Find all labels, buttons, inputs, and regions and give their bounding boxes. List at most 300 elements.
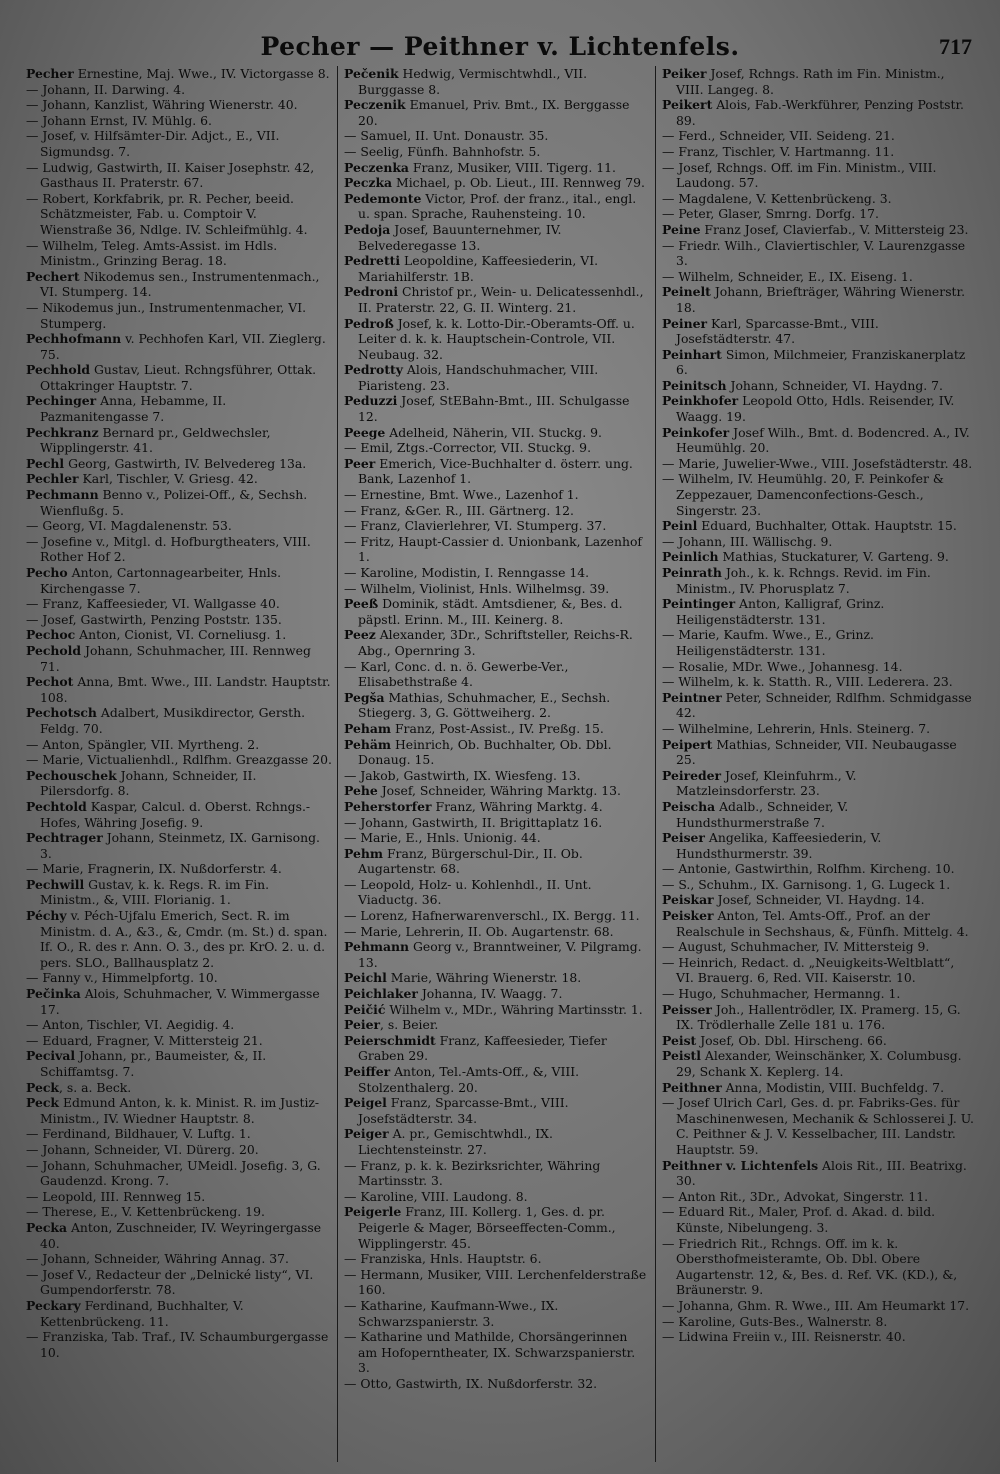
entry-details: — Josef V., Redacteur der „Delnické listy“, VI. Gumpendorferstr. 78. [26, 1266, 314, 1298]
directory-entry [26, 425, 332, 456]
entry-surname: Pehm [344, 845, 383, 861]
directory-entry [26, 269, 332, 300]
entry-surname: Pehe [344, 783, 378, 799]
directory-entry [344, 846, 650, 877]
entry-details: Peter, Schneider, Rdlfhm. Schmidgasse 42. [676, 689, 972, 721]
directory-entry [662, 861, 976, 877]
entry-details: Johann, pr., Baumeister, &, II. Schiffamtsg. 7. [40, 1048, 267, 1079]
directory-entry [26, 1142, 332, 1158]
column-1 [26, 66, 332, 1462]
column-3 [662, 66, 976, 1462]
entry-surname: Peintinger [662, 596, 736, 612]
entry-surname: Peisker [662, 908, 714, 924]
directory-entry [662, 1329, 976, 1345]
directory-entry [344, 503, 650, 519]
directory-entry [662, 393, 976, 424]
entry-details: — Franz, &Ger. R., III. Gärtnerg. 12. [344, 502, 574, 518]
directory-entry [344, 362, 650, 393]
entry-surname: Pedemonte [344, 190, 422, 206]
entry-surname: Peez [344, 627, 376, 643]
entry-details: Franz, Musiker, VIII. Tigerg. 11. [408, 159, 616, 175]
directory-entry [26, 300, 332, 331]
entry-details: Anton, Tel.-Amts-Off., &, VIII. Stolzenthalerg. 20. [358, 1064, 580, 1095]
entry-details: — August, Schuhmacher, IV. Mittersteig 9. [662, 939, 930, 955]
directory-entry [344, 924, 650, 940]
directory-entry [26, 238, 332, 269]
entry-details: Dominik, städt. Amtsdiener, &, Bes. d. päpstl. Erinn. M., III. Keinerg. 8. [358, 596, 623, 627]
entry-details: — Jakob, Gastwirth, IX. Wiesfeng. 13. [344, 767, 581, 783]
entry-surname: Peinkofer [662, 424, 730, 440]
directory-entry [662, 1033, 976, 1049]
entry-details: — Josef, Gastwirth, Penzing Poststr. 135. [26, 611, 282, 627]
entry-details: Emerich, Vice-Buchhalter d. österr. ung. Bank, Lazenhof 1. [358, 455, 633, 487]
entry-surname: Pegša [344, 689, 385, 705]
entry-surname: Pechmann [26, 487, 99, 503]
directory-entry [662, 690, 976, 721]
directory-entry [344, 1033, 650, 1064]
entry-details: — Johann, III. Wällischg. 9. [662, 533, 833, 549]
entry-details: — Therese, E., V. Kettenbrückeng. 19. [26, 1204, 265, 1220]
entry-surname: Peinelt [662, 284, 711, 300]
entry-details: Adalbert, Musikdirector, Gersth. Feldg. 70. [40, 705, 306, 736]
entry-details: — S., Schuhm., IX. Garnisong. 1, G. Lugeck 1. [662, 876, 951, 892]
entry-surname: Pechotsch [26, 705, 97, 721]
entry-surname: Pecival [26, 1048, 76, 1064]
entry-details: — Wilhelmine, Lehrerin, Hnls. Steinerg. 7. [662, 720, 931, 736]
entry-details: — Heinrich, Redact. d. „Neuigkeits-Weltblatt“, VI. Brauerg. 6, Red. VII. Kaiserstr. 10. [662, 954, 955, 986]
directory-entry [26, 1033, 332, 1049]
column-2 [344, 66, 650, 1462]
directory-entry [344, 1095, 650, 1126]
directory-entry [662, 877, 976, 893]
entry-details: — Karoline, Guts-Bes., Walnerstr. 8. [662, 1313, 888, 1329]
directory-entry [344, 690, 650, 721]
entry-surname: Pechouschek [26, 767, 117, 783]
entry-surname: Peczka [344, 175, 393, 191]
entry-details: Michael, p. Ob. Lieut., III. Rennweg 79. [392, 175, 645, 191]
entry-details: Alois, Schuhmacher, V. Wimmergasse 17. [40, 986, 320, 1017]
directory-entry [662, 128, 976, 144]
entry-details: — Josef Ulrich Carl, Ges. d. pr. Fabriks-Ges. für Maschinenwesen, Mechanik & Schlosserei J. U. C. Peithner & J. V. Kesselbacher, III. Landstr. Hauptstr. 59. [662, 1095, 974, 1157]
directory-entry [344, 97, 650, 128]
directory-entry [662, 191, 976, 207]
entry-details: Christof pr., Wein- u. Delicatessenhdl., II. Praterstr. 22, G. II. Winterg. 21. [358, 284, 644, 315]
directory-entry [662, 565, 976, 596]
directory-entry [344, 175, 650, 191]
entry-details: Anton, Cartonnagearbeiter, Hnls. Kirchengasse 7. [40, 565, 282, 596]
directory-entry [344, 1002, 650, 1018]
entry-surname: Peierschmidt [344, 1032, 436, 1048]
entry-details: Alois, Fab.-Werkführer, Penzing Poststr. 89. [676, 97, 964, 128]
entry-details: Angelika, Kaffeesiederin, V. Hundsthurmerstr. 39. [676, 830, 882, 861]
entry-details: — Fanny v., Himmelpfortg. 10. [26, 970, 218, 986]
entry-details: Josef, StEBahn-Bmt., III. Schulgasse 12. [358, 393, 630, 425]
entry-details: — Otto, Gastwirth, IX. Nußdorferstr. 32. [344, 1375, 598, 1391]
directory-entry [344, 128, 650, 144]
entry-details: Alexander, 3Dr., Schriftsteller, Reichs-R. Abg., Opernring 3. [358, 627, 633, 658]
directory-columns [26, 66, 976, 1462]
entry-details: — Marie, Victualienhdl., Rdlfhm. Greazgasse 20. [26, 752, 332, 768]
entry-surname: Peinrath [662, 565, 722, 580]
directory-entry [344, 534, 650, 565]
entry-details: Johanna, IV. Waagg. 7. [417, 986, 563, 1002]
entry-details: Josef, Rchngs. Rath im Fin. Ministm., VIII. Langeg. 8. [676, 66, 945, 97]
entry-surname: Peherstorfer [344, 798, 432, 814]
directory-entry [662, 1158, 976, 1189]
directory-entry [26, 160, 332, 191]
entry-details: — Josef, Rchngs. Off. im Fin. Ministm., VIII. Laudong. 57. [662, 159, 937, 191]
entry-details: Adalb., Schneider, V. Hundsthurmerstraße 7. [676, 798, 849, 830]
entry-details: Anton, Zuschneider, IV. Weyringergasse 40. [40, 1219, 322, 1251]
directory-entry [662, 534, 976, 550]
entry-details: Josef, Kleinfuhrm., V. Matzleinsdorferstr. 23. [676, 767, 857, 799]
directory-entry [26, 82, 332, 98]
entry-surname: Pecka [26, 1219, 68, 1235]
entry-surname: Pečinka [26, 986, 81, 1002]
directory-entry [26, 674, 332, 705]
entry-details: — Lorenz, Hafnerwarenverschl., IX. Bergg. 11. [344, 908, 640, 924]
directory-entry [662, 97, 976, 128]
directory-entry [662, 1048, 976, 1079]
directory-entry [344, 1267, 650, 1298]
entry-surname: Pehmann [344, 939, 410, 955]
directory-entry [662, 1298, 976, 1314]
entry-surname: Pechler [26, 471, 79, 487]
entry-details: — Franz, p. k. k. Bezirksrichter, Währing Martinsstr. 3. [344, 1157, 601, 1189]
directory-entry [662, 721, 976, 737]
entry-surname: Pečenik [344, 66, 399, 81]
entry-details: — Nikodemus jun., Instrumentenmacher, VI. Stumperg. [26, 299, 307, 331]
directory-entry [344, 565, 650, 581]
entry-details: — Johann, Schneider, Währing Annag. 37. [26, 1251, 289, 1267]
entry-details: — Karoline, Modistin, I. Renngasse 14. [344, 565, 590, 580]
directory-entry [662, 160, 976, 191]
entry-details: A. pr., Gemischtwhdl., IX. Liechtensteinstr. 27. [358, 1126, 553, 1157]
directory-entry [344, 627, 650, 658]
entry-details: Nikodemus sen., Instrumentenmach., VI. Stumperg. 14. [40, 268, 320, 300]
directory-entry [662, 955, 976, 986]
directory-entry [344, 768, 650, 784]
directory-entry [26, 1204, 332, 1220]
directory-entry [344, 191, 650, 222]
entry-details: Ernestine, Maj. Wwe., IV. Victorgasse 8. [73, 66, 330, 81]
directory-entry [662, 1095, 976, 1157]
entry-details: Franz, III. Kollerg. 1, Ges. d. pr. Peigerle & Mager, Börseeffecten-Comm., Wipplingerstr. 45. [358, 1204, 616, 1251]
directory-entry [26, 66, 332, 82]
directory-entry [662, 518, 976, 534]
directory-entry [26, 487, 332, 518]
entry-surname: Pedroni [344, 284, 399, 300]
entry-surname: Pedretti [344, 253, 401, 269]
entry-details: — Johann, II. Darwing. 4. [26, 81, 186, 97]
directory-entry [26, 986, 332, 1017]
entry-surname: Pechwill [26, 876, 85, 892]
running-header-title: Pecher — Peithner v. Lichtenfels. [260, 32, 740, 61]
entry-details: — Robert, Korkfabrik, pr. R. Pecher, beeid. Schätzmeister, Fab. u. Comptoir V. Wienstraße 36, Ndlge. IV. Schleifmühlg. 4. [26, 190, 308, 237]
directory-entry [344, 830, 650, 846]
directory-entry [344, 783, 650, 799]
directory-entry [344, 1298, 650, 1329]
directory-entry [662, 830, 976, 861]
directory-entry [662, 269, 976, 285]
entry-surname: Pehäm [344, 736, 392, 752]
entry-details: — Katharine, Kaufmann-Wwe., IX. Schwarzspanierstr. 3. [344, 1297, 559, 1329]
entry-details: Alois, Handschuhmacher, VIII. Piaristeng. 23. [358, 362, 599, 393]
directory-entry [662, 456, 976, 472]
entry-details: — Hermann, Musiker, VIII. Lerchenfelderstraße 160. [344, 1266, 647, 1298]
directory-entry [662, 347, 976, 378]
directory-entry [662, 1204, 976, 1235]
entry-details: Josef, Bauunternehmer, IV. Belvederegasse 13. [358, 221, 562, 253]
directory-entry [344, 393, 650, 424]
directory-entry [662, 471, 976, 518]
directory-entry [344, 316, 650, 363]
entry-details: — Friedrich Rit., Rchngs. Off. im k. k. Obersthofmeisteramte, Ob. Dbl. Obere Augartenstr. 12, &, Bes. d. Ref. VK. (KD.), &, Bräunerstr. 9. [662, 1235, 958, 1298]
entry-details: — Leopold, Holz- u. Kohlenhdl., II. Unt. Viaductg. 36. [344, 876, 592, 908]
entry-surname: Peikert [662, 97, 713, 113]
entry-surname: Peigerle [344, 1204, 402, 1220]
page-number: 717 [939, 34, 972, 59]
entry-details: Franz, Kaffeesieder, Tiefer Graben 29. [358, 1032, 607, 1064]
directory-entry [662, 627, 976, 658]
entry-details: Franz, Sparcasse-Bmt., VIII. Josefstädterstr. 34. [358, 1095, 569, 1126]
entry-details: Gustav, Lieut. Rchngsführer, Ottak. Ottakringer Hauptstr. 7. [40, 362, 317, 393]
entry-surname: Peichl [344, 970, 387, 986]
directory-entry [344, 144, 650, 160]
entry-surname: Peiker [662, 66, 707, 81]
directory-entry [662, 206, 976, 222]
directory-entry [26, 518, 332, 534]
column-divider [655, 66, 656, 1462]
entry-surname: Pechkranz [26, 424, 99, 440]
entry-details: Marie, Währing Wienerstr. 18. [386, 970, 582, 986]
entry-details: — Hugo, Schuhmacher, Hermanng. 1. [662, 986, 901, 1002]
entry-details: Wilhelm v., MDr., Währing Martinsstr. 1. [385, 1001, 643, 1017]
entry-details: Leopold Otto, Hdls. Reisender, IV. Waagg. 19. [676, 393, 955, 425]
entry-details: — Karoline, VIII. Laudong. 8. [344, 1188, 528, 1204]
directory-entry [344, 737, 650, 768]
directory-entry [662, 66, 976, 97]
entry-details: — Seelig, Fünfh. Bahnhofstr. 5. [344, 143, 541, 159]
directory-entry [26, 970, 332, 986]
entry-surname: Pechl [26, 455, 65, 471]
directory-entry [344, 1189, 650, 1205]
directory-entry [344, 222, 650, 253]
entry-details: — Marie, Kaufm. Wwe., E., Grinz. Heiligenstädterstr. 131. [662, 627, 874, 658]
entry-details: — Georg, VI. Magdalenenstr. 53. [26, 518, 232, 534]
directory-entry [662, 986, 976, 1002]
entry-surname: Peist [662, 1032, 697, 1048]
directory-entry [26, 331, 332, 362]
directory-entry [662, 316, 976, 347]
entry-details: Anna, Hebamme, II. Pazmanitengasse 7. [40, 393, 227, 425]
entry-details: Johann, Schneider, II. Pilersdorfg. 8. [40, 767, 257, 799]
entry-details: Johann, Schuhmacher, III. Rennweg 71. [40, 642, 311, 674]
entry-details: — Franz, Clavierlehrer, VI. Stumperg. 37. [344, 518, 607, 534]
entry-details: Franz Josef, Clavierfab., V. Mittersteig 23. [700, 221, 969, 237]
page-header [0, 26, 1000, 66]
entry-details: — Wilhelm, Violinist, Hnls. Wilhelmsg. 39. [344, 580, 610, 596]
entry-surname: Peier [344, 1017, 380, 1033]
directory-entry [26, 113, 332, 129]
directory-entry [344, 815, 650, 831]
entry-surname: Peithner [662, 1079, 722, 1095]
directory-entry [344, 1064, 650, 1095]
directory-entry [662, 659, 976, 675]
entry-details: Karl, Sparcasse-Bmt., VIII. Josefstädterstr. 47. [676, 315, 879, 347]
directory-entry [662, 1002, 976, 1033]
entry-surname: Pechhold [26, 362, 91, 378]
directory-entry [344, 659, 650, 690]
directory-entry [344, 721, 650, 737]
directory-entry [662, 1080, 976, 1096]
entry-surname: Peczenka [344, 159, 409, 175]
entry-details: Mathias, Schuhmacher, E., Sechsh. Stiegerg. 3, G. Göttweiherg. 2. [358, 689, 611, 721]
directory-entry [344, 1329, 650, 1376]
entry-surname: Peckary [26, 1297, 81, 1313]
entry-surname: Peisser [662, 1001, 712, 1017]
entry-surname: Peinlich [662, 549, 719, 565]
entry-details: — Johann Ernst, IV. Mühlg. 6. [26, 112, 212, 128]
directory-entry [26, 1267, 332, 1298]
entry-details: Josef, Schneider, VI. Haydng. 14. [713, 892, 925, 908]
entry-surname: Peipert [662, 736, 713, 752]
entry-details: — Johann, Schneider, VI. Dürerg. 20. [26, 1141, 259, 1157]
entry-details: Edmund Anton, k. k. Minist. R. im Justiz-Ministm., IV. Wiedner Hauptstr. 8. [40, 1095, 320, 1126]
entry-surname: Peham [344, 720, 392, 736]
entry-details: — Ferdinand, Bildhauer, V. Luftg. 1. [26, 1126, 251, 1142]
directory-entry [662, 768, 976, 799]
directory-entry [662, 596, 976, 627]
entry-details: — Eduard, Fragner, V. Mittersteig 21. [26, 1032, 263, 1048]
directory-entry [26, 1048, 332, 1079]
entry-surname: Pechoc [26, 627, 76, 643]
entry-details: — Franziska, Tab. Traf., IV. Schaumburgergasse 10. [26, 1329, 329, 1360]
entry-surname: Pechold [26, 642, 82, 658]
entry-surname: Peithner v. Lichtenfels [662, 1157, 819, 1173]
directory-entry [344, 1376, 650, 1392]
entry-details: Adelheid, Näherin, VII. Stuckg. 9. [385, 424, 602, 440]
directory-entry [344, 581, 650, 597]
entry-details: — Marie, Fragnerin, IX. Nußdorferstr. 4. [26, 861, 282, 877]
entry-surname: Peichlaker [344, 986, 418, 1002]
directory-entry [26, 752, 332, 768]
entry-details: — Johanna, Ghm. R. Wwe., III. Am Heumarkt 17. [662, 1297, 970, 1313]
entry-details: — Friedr. Wilh., Claviertischler, V. Laurenzgasse 3. [662, 237, 966, 269]
directory-entry [662, 1314, 976, 1330]
entry-details: Franz, Bürgerschul-Dir., II. Ob. Augartenstr. 68. [358, 845, 583, 877]
entry-surname: Pedrotty [344, 362, 403, 378]
entry-details: — Samuel, II. Unt. Donaustr. 35. [344, 128, 549, 144]
directory-entry [26, 877, 332, 908]
directory-entry [26, 643, 332, 674]
entry-details: — Fritz, Haupt-Cassier d. Unionbank, Lazenhof 1. [344, 533, 643, 565]
entry-surname: Peireder [662, 767, 722, 783]
directory-entry [662, 737, 976, 768]
entry-details: Kaspar, Calcul. d. Oberst. Rchngs.-Hofes, Währing Josefig. 9. [40, 798, 311, 830]
entry-surname: Péchy [26, 908, 67, 924]
directory-entry [344, 1017, 650, 1033]
entry-surname: Peczenik [344, 97, 406, 113]
directory-entry [26, 596, 332, 612]
directory-entry [344, 284, 650, 315]
entry-details: — Lidwina Freiin v., III. Reisnerstr. 40. [662, 1329, 906, 1345]
directory-entry [344, 1158, 650, 1189]
entry-details: — Eduard Rit., Maler, Prof. d. Akad. d. bild. Künste, Nibelungeng. 3. [662, 1204, 936, 1235]
entry-details: — Franz, Tischler, V. Hartmanng. 11. [662, 143, 895, 159]
entry-surname: Pechhofmann [26, 331, 122, 347]
entry-details: Johann, Steinmetz, IX. Garnisong. 3. [40, 830, 320, 861]
entry-surname: Pedroß [344, 315, 394, 331]
directory-entry [662, 799, 976, 830]
entry-details: — Franz, Kaffeesieder, VI. Wallgasse 40. [26, 596, 280, 612]
entry-details: Johann, Briefträger, Währing Wienerstr. 18. [676, 284, 966, 315]
entry-details: Anton, Kalligraf, Grinz. Heiligenstädterstr. 131. [676, 596, 885, 627]
entry-details: Anna, Modistin, VIII. Buchfeldg. 7. [721, 1079, 945, 1095]
directory-entry [344, 1126, 650, 1157]
entry-surname: Pechert [26, 268, 80, 284]
directory-entry [26, 1158, 332, 1189]
directory-entry [662, 892, 976, 908]
entry-details: — Peter, Glaser, Smrng. Dorfg. 17. [662, 206, 879, 222]
entry-details: Josef, Schneider, Währing Marktg. 13. [377, 783, 621, 799]
entry-details: Franz, Post-Assist., IV. Preßg. 15. [391, 720, 604, 736]
directory-entry [26, 362, 332, 393]
entry-details: — Ludwig, Gastwirth, II. Kaiser Josephstr. 42, Gasthaus II. Praterstr. 67. [26, 159, 315, 191]
entry-details: — Wilhelm, k. k. Statth. R., VIII. Lederera. 23. [662, 674, 953, 690]
entry-details: — Magdalene, V. Kettenbrückeng. 3. [662, 190, 892, 206]
entry-details: Benno v., Polizei-Off., &, Sechsh. Wienflußg. 5. [40, 487, 308, 518]
directory-entry [662, 549, 976, 565]
entry-details: Alois Rit., III. Beatrixg. 30. [676, 1157, 967, 1189]
directory-entry [344, 425, 650, 441]
entry-surname: Pechinger [26, 393, 97, 409]
entry-details: Anton, Cionist, VI. Corneliusg. 1. [75, 627, 287, 643]
entry-details: — Anton, Spängler, VII. Myrtheng. 2. [26, 736, 260, 752]
directory-entry [26, 705, 332, 736]
entry-details: Mathias, Stuckaturer, V. Garteng. 9. [718, 549, 949, 565]
entry-surname: Pecho [26, 565, 68, 580]
entry-surname: Peduzzi [344, 393, 398, 409]
entry-details: Leopoldine, Kaffeesiederin, VI. Mariahilferstr. 1B. [358, 253, 599, 284]
directory-entry [26, 393, 332, 424]
entry-surname: Peistl [662, 1048, 701, 1064]
entry-details: v. Péch-Ujfalu Emerich, Sect. R. im Ministm. d. A., &3., &, Cmdr. (m. St.) d. span. If. O., R. des r. Ann. O. 3., des pr. KrO. 2. u. d. pers. SLO., Ballhausplatz 2. [40, 908, 328, 970]
directory-entry [26, 768, 332, 799]
entry-details: — Ernestine, Bmt. Wwe., Lazenhof 1. [344, 487, 579, 503]
entry-surname: Peinhart [662, 346, 722, 362]
entry-details: , s. a. Beck. [59, 1079, 132, 1095]
entry-details: Franz, Währing Marktg. 4. [431, 798, 603, 814]
entry-details: — Josef, v. Hilfsämter-Dir. Adjct., E., VII. Sigmundsg. 7. [26, 128, 280, 159]
entry-details: — Anton Rit., 3Dr., Advokat, Singerstr. 11. [662, 1188, 929, 1204]
entry-surname: Peiner [662, 315, 707, 331]
entry-surname: Peiskar [662, 892, 714, 908]
directory-entry [26, 97, 332, 113]
directory-entry [26, 1251, 332, 1267]
entry-details: — Karl, Conc. d. n. ö. Gewerbe-Ver., Elisabethstraße 4. [344, 658, 569, 690]
entry-surname: Peege [344, 424, 386, 440]
entry-details: — Johann, Schuhmacher, UMeidl. Josefig. 3, G. Gaudenzd. Krong. 7. [26, 1157, 321, 1189]
directory-entry [26, 191, 332, 238]
entry-details: Heinrich, Ob. Buchhalter, Ob. Dbl. Donaug. 15. [358, 736, 612, 768]
directory-entry [26, 830, 332, 861]
entry-surname: Pechtrager [26, 830, 103, 846]
entry-surname: Peine [662, 221, 701, 237]
entry-details: Joh., k. k. Rchngs. Revid. im Fin. Ministm., IV. Phorusplatz 7. [676, 565, 931, 596]
directory-entry [26, 1080, 332, 1096]
entry-details: — Josefine v., Mitgl. d. Hofburgtheaters, VIII. Rother Hof 2. [26, 533, 311, 565]
